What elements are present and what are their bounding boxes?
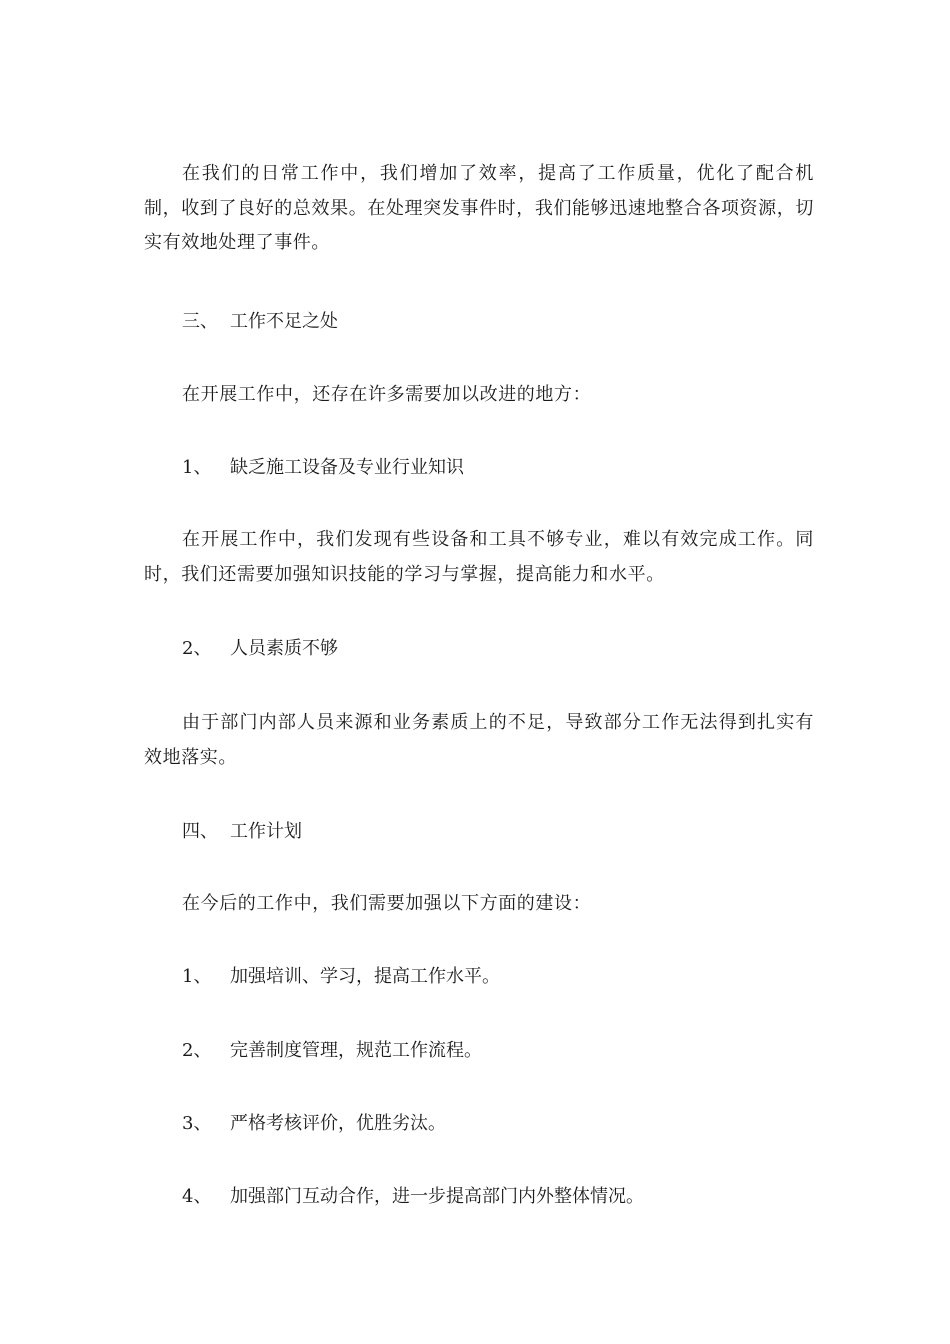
list-item <box>144 960 852 995</box>
paragraph-work-results: 在我们的日常工作中，我们增加了效率，提高了工作质量，优化了配合机制，收到了良好的总效果。在处理突发事件时，我们能够迅速地整合各项资源，切实有效地处理了事件。 <box>144 163 814 253</box>
paragraph-work-plan-intro: 在今后的工作中，我们需要加强以下方面的建设： <box>182 893 592 914</box>
section-title: 工作不足之处 <box>230 311 338 332</box>
issue-number: 2、 <box>182 638 212 659</box>
issue-title: 人员素质不够 <box>230 638 338 659</box>
list-item-text: 严格考核评价，优胜劣汰。 <box>230 1113 446 1134</box>
paragraph-issue-1: 在开展工作中，我们发现有些设备和工具不够专业，难以有效完成工作。同时，我们还需要加强知识技能的学习与掌握，提高能力和水平。 <box>144 529 814 585</box>
paragraph-issue-2: 由于部门内部人员来源和业务素质上的不足，导致部分工作无法得到扎实有效地落实。 <box>144 712 814 768</box>
section-number: 三、 <box>182 311 218 332</box>
list-item <box>144 1107 852 1142</box>
list-item-text: 加强部门互动合作，进一步提高部门内外整体情况。 <box>230 1186 644 1207</box>
list-item-number: 2、 <box>182 1040 212 1061</box>
section-heading-work-plan <box>144 815 852 850</box>
list-item <box>144 1180 852 1215</box>
section-heading-shortcomings <box>144 305 852 340</box>
list-item-text: 完善制度管理，规范工作流程。 <box>230 1040 482 1061</box>
list-item-number: 3、 <box>182 1113 212 1134</box>
list-item-text: 加强培训、学习，提高工作水平。 <box>230 966 500 987</box>
issue-title: 缺乏施工设备及专业行业知识 <box>230 457 464 478</box>
issue-number: 1、 <box>182 457 212 478</box>
list-item-number: 4、 <box>182 1186 212 1207</box>
paragraph-shortcomings-intro: 在开展工作中，还存在许多需要加以改进的地方： <box>182 384 592 405</box>
subheading-issue-1 <box>144 451 852 486</box>
list-item-number: 1、 <box>182 966 212 987</box>
subheading-issue-2 <box>144 632 852 667</box>
section-number: 四、 <box>182 821 218 842</box>
section-title: 工作计划 <box>230 821 302 842</box>
list-item <box>144 1034 852 1069</box>
